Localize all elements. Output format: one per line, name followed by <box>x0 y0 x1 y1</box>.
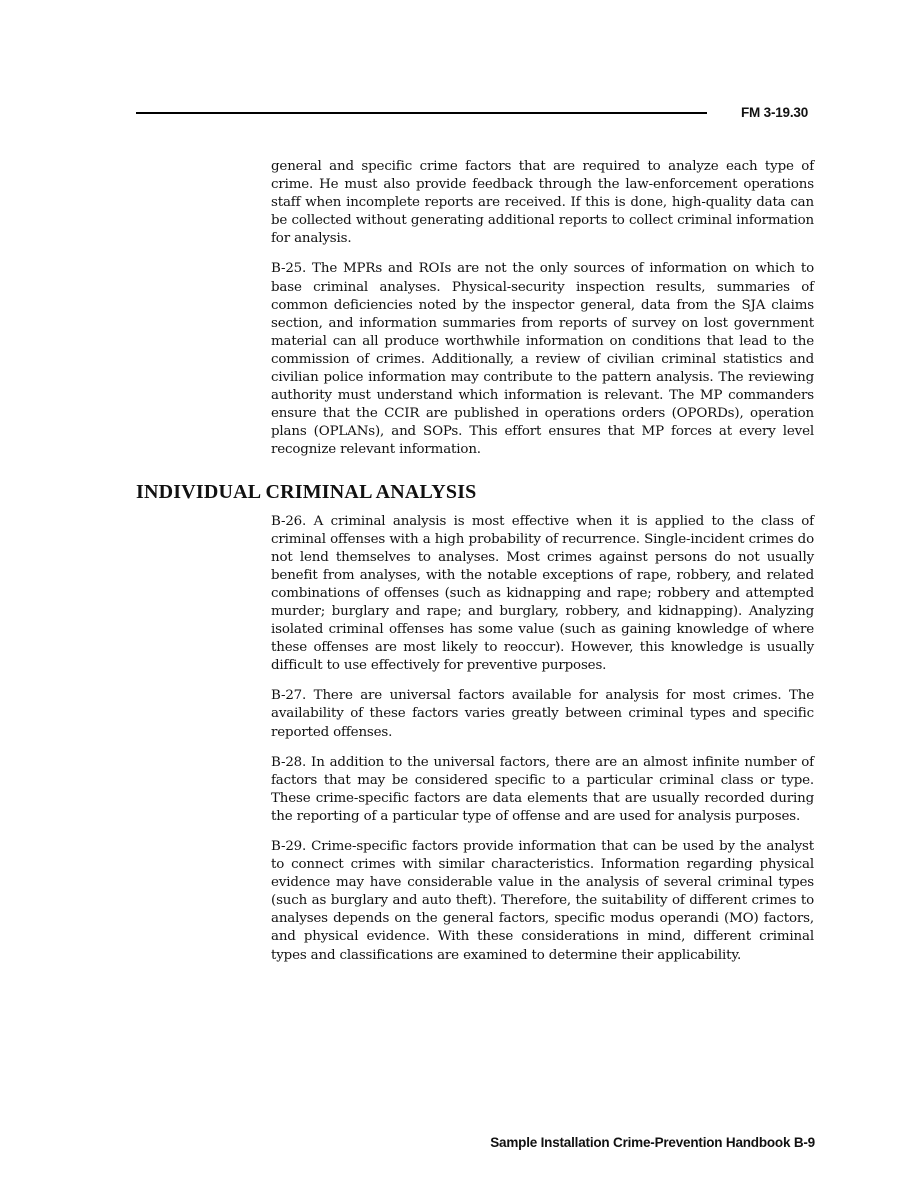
paragraph-b-28: B-28. In addition to the universal factors, there are an almost infinite number of factors that may be considered specific to a particular criminal class or type. These crime-specific factors are data elements that are usually recorded during the reporting of a particular type of offense and are used for analysis purposes. <box>271 754 814 824</box>
paragraph-continued: general and specific crime factors that are required to analyze each type of crime. He must also provide feedback through the law-enforcement operations staff when incomplete reports are received. If this is done, high-quality data can be collected without generating additional reports to collect criminal information for analysis. <box>271 159 814 247</box>
header-rule <box>136 112 707 114</box>
document-id: FM 3-19.30 <box>741 105 809 120</box>
paragraph-b-29: B-29. Crime-specific factors provide information that can be used by the analyst to connect crimes with similar characteristics. Information regarding physical evidence may have considerable value in the analysis of several criminal types (such as burglary and auto theft). Therefore, the suitability of different crimes to analyses depends on the general factors, specific modus operandi (MO) factors, and physical evidence. With these considerations in mind, different criminal types and classifications are examined to determine their applicability. <box>271 839 814 963</box>
section-heading: INDIVIDUAL CRIMINAL ANALYSIS <box>136 480 477 503</box>
paragraph-b-27: B-27. There are universal factors available for analysis for most crimes. The availability of these factors varies greatly between criminal types and specific reported offenses. <box>271 688 814 740</box>
paragraph-b-25: B-25. The MPRs and ROIs are not the only sources of information on which to base criminal analyses. Physical-security inspection results, summaries of common deficiencies noted by the inspector general, data from the SJA claims section, and information summaries from reports of survey on lost government material can all produce worthwhile information on conditions that lead to the commission of crimes. Additionally, a review of civilian criminal statistics and civilian police information may contribute to the pattern analysis. The reviewing authority must understand which information is relevant. The MP commanders ensure that the CCIR are published in operations orders (OPORDs), operation plans (OPLANs), and SOPs. This effort ensures that MP forces at every level recognize relevant information. <box>271 261 814 458</box>
paragraph-b-26: B-26. A criminal analysis is most effective when it is applied to the class of criminal offenses with a high probability of recurrence. Single-incident crimes do not lend themselves to analyses. Most crimes against persons do not usually benefit from analyses, with the notable exceptions of rape, robbery, and related combinations of offenses (such as kidnapping and rape; robbery and attempted murder; burglary and rape; and burglary, robbery, and kidnapping). Analyzing isolated criminal offenses has some value (such as gaining knowledge of where these offenses are most likely to reoccur). However, this knowledge is usually difficult to use effectively for preventive purposes. <box>271 513 814 674</box>
page-body <box>0 158 923 977</box>
page-footer: Sample Installation Crime-Prevention Handbook B-9 <box>490 1135 815 1150</box>
